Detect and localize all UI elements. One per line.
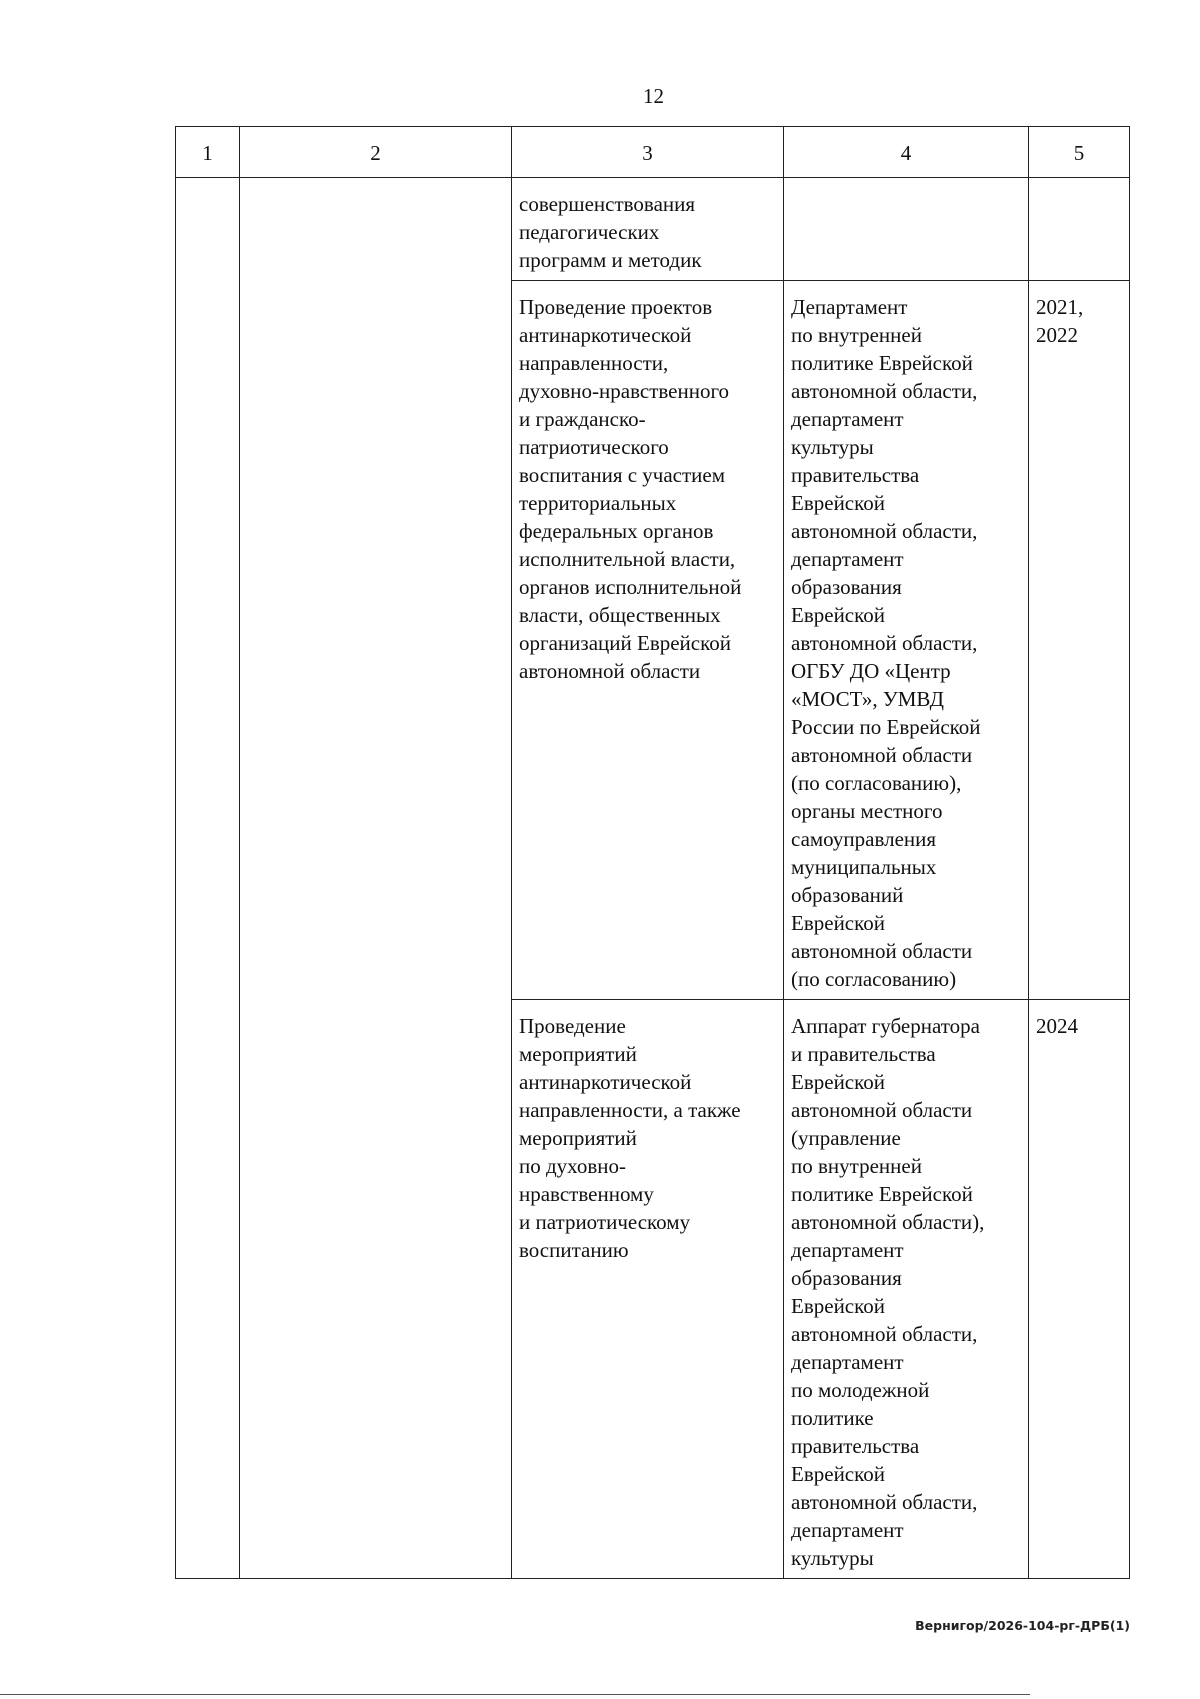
table-row [176,178,1130,281]
cell-text: совершенствования педагогических программ и методик [519,192,702,272]
table-cell-years [1029,281,1130,1000]
table-header-row [176,127,1130,178]
column-header-4: 4 [784,127,1029,178]
column-header-3: 3 [512,127,784,178]
cell-text: Аппарат губернатора и правительства Еврейской автономной области (управление по внутренней политике Еврейской автономной области), департамент образования Еврейской автономной области, департамент по молодежной политике правительства Еврейской автономной области, департамент культуры [791,1014,985,1570]
table-cell-activity [512,1000,784,1579]
column-header-2: 2 [240,127,512,178]
page-bottom-rule [0,1694,1030,1695]
column-header-1: 1 [176,127,240,178]
table-cell-years [1029,1000,1130,1579]
table-cell-col2 [240,178,512,1579]
table-cell-executors [784,178,1029,281]
table-cell-executors [784,1000,1029,1579]
table-cell-activity [512,281,784,1000]
cell-text: Проведение мероприятий антинаркотической направленности, а также мероприятий по духовно- нравственному и патриотическому воспитанию [519,1014,741,1262]
cell-text: Департамент по внутренней политике Еврейской автономной области, департамент культуры правительства Еврейской автономной области, департамент образования Еврейской автономной области, ОГБУ ДО «Центр «МОСТ», УМВД России по Еврейской автономной области (по согласованию), органы местного самоуправления муниципальных образований Еврейской автономной области (по согласованию) [791,295,981,991]
cell-text: 2021, 2022 [1036,295,1084,347]
document-reference-code: Вернигор/2026-104-рг-ДРБ(1) [915,1618,1130,1633]
document-table [175,126,1130,1579]
cell-text: Проведение проектов антинаркотической направленности, духовно-нравственного и гражданско- патриотического воспитания с участием территориальных федеральных органов исполнительной власти, органов исполнительной власти, общественных организаций Еврейской автономной области [519,295,742,683]
cell-text: 2024 [1036,1014,1078,1038]
page-number: 12 [643,84,664,108]
column-header-5: 5 [1029,127,1130,178]
table-cell-activity [512,178,784,281]
table-cell-executors [784,281,1029,1000]
table-cell-years [1029,178,1130,281]
table-cell-col1 [176,178,240,1579]
